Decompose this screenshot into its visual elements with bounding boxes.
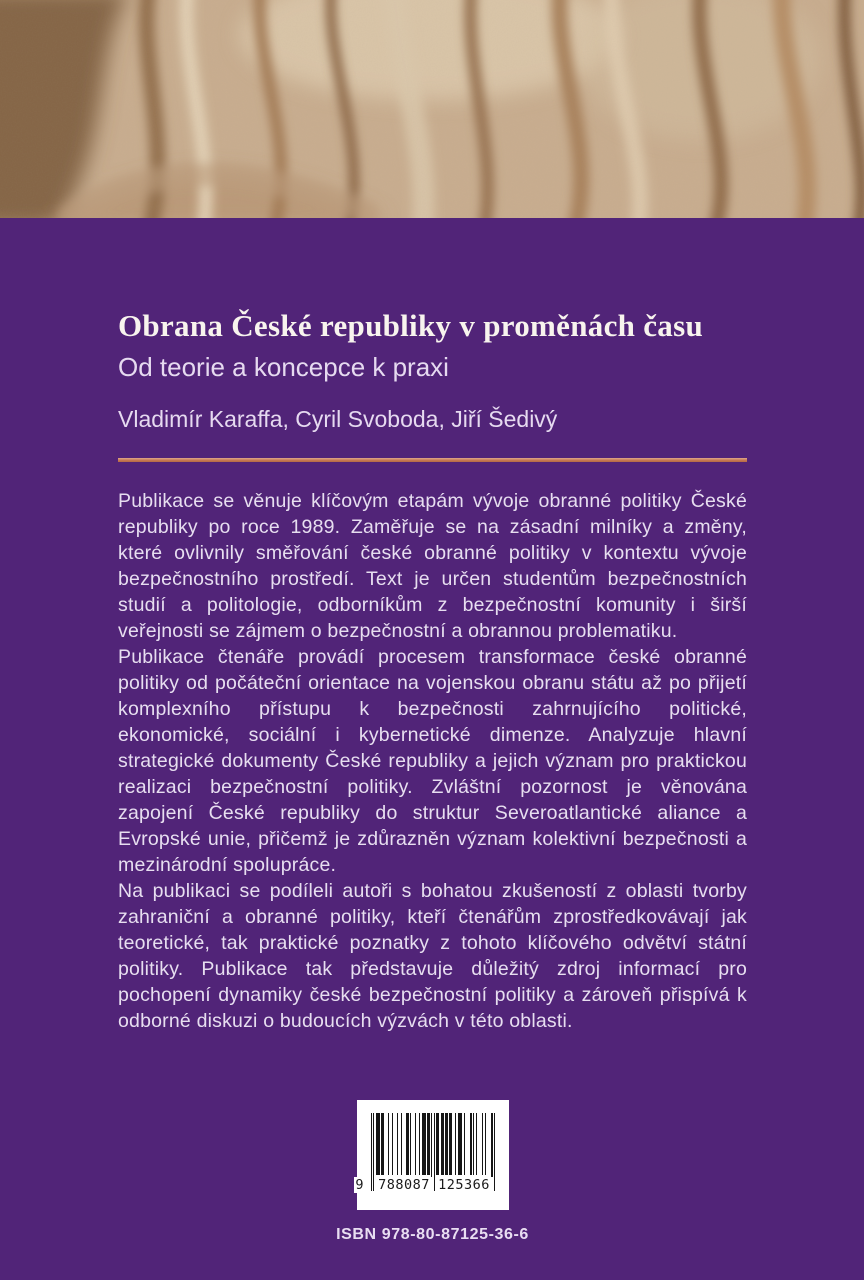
isbn-label: ISBN 978-80-87125-36-6 [336,1226,529,1243]
accent-divider [118,458,747,462]
barcode-digits-left: 788087 [376,1177,433,1193]
barcode-digits-right: 125366 [436,1177,493,1193]
barcode [357,1100,509,1210]
barcode-row [118,1100,747,1210]
description-paragraph-3: Na publikaci se podíleli autoři s bohatou zkušeností z oblasti tvorby zahraniční a obranné politiky, kteří čtenářům zprostředkovávají jak teoretické, tak praktické poznatky z tohoto klíčového odvětví státní politiky. Publikace tak představuje důležitý zdroj informací pro pochopení dynamiky české bezpečnostní politiky a zároveň přispívá k odborné diskuzi o budoucích výzvách v této oblasti. [118,880,747,1032]
barcode-digit-lead: 9 [355,1177,364,1193]
barcode-bars-wrap [355,1113,495,1193]
book-subtitle: Od teorie a koncepce k praxi [118,352,449,382]
cover-content [0,308,864,1244]
book-title: Obrana České republiky v proměnách času [118,308,703,343]
description-paragraph-1: Publikace se věnuje klíčovým etapám vývoje obranné politiky České republiky po roce 1989. Zaměřuje se na zásadní milníky a změny, které ovlivnily směřování české obranné politiky v kontextu vývoje bezpečnostního prostředí. Text je určen studentům bezpečnostních studií a politologie, odborníkům z bezpečnostní komunity i širší veřejnosti se zájmem o bezpečnostní a obrannou problematiku. [118,490,747,642]
description-paragraph-2: Publikace čtenáře provádí procesem transformace české obranné politiky od počáteční orientace na vojenskou obranu státu až po přijetí komplexního přístupu k bezpečnosti zahrnujícího politické, ekonomické, sociální i kybernetické dimenze. Analyzuje hlavní strategické dokumenty České republiky a jejich význam pro praktickou realizaci bezpečnostní politiky. Zvláštní pozornost je věnována zapojení České republiky do struktur Severoatlantické aliance a Evropské unie, přičemž je zdůrazněn význam kolektivní bezpečnosti a mezinárodní spolupráce. [118,646,747,876]
book-authors: Vladimír Karaffa, Cyril Svoboda, Jiří Šedivý [118,406,558,432]
book-description [118,488,747,1034]
drapery-texture-image [0,0,864,218]
